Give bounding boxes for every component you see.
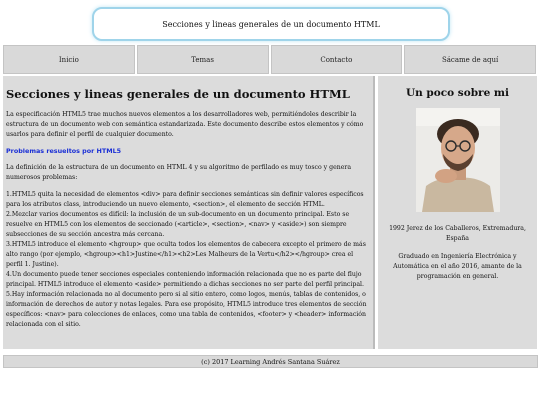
nav-item-temas[interactable]: Temas [137, 45, 269, 74]
problem-item: 4.Un documento puede tener secciones especiales conteniendo información relacionada que no es parte del flujo principal. HTML5 introduce el elemento <aside> permitiendo a dichas secciones no ser parte del perfil principal. [6, 271, 364, 288]
intro-paragraph: La especificación HTML5 trae muchos nuevos elementos a los desarrolladores web, permitiéndoles describir la estructura de un documento web con semántica estandarizada. Este documento describe estos elementos y cómo usarlos para definir el perfil de cualquier documento. [6, 111, 364, 138]
about-sidebar [378, 76, 537, 349]
about-location: 1992 Jerez de los Caballeros, Extremadura, España [389, 225, 526, 242]
problem-item: 2.Mezclar varios documentos es difícil: la inclusión de un sub-documento en un documento principal. Esto se resuelve en HTML5 con los elementos de seccionado (<article>, <section>, <nav> y <aside>) son siempre subsecciones de su sección ancestra más cercana. [6, 211, 350, 238]
profile-photo-graphic [416, 108, 500, 212]
problem-item: 1.HTML5 quita la necesidad de elementos <div> para definir secciones semánticas sin definir valores específicos para los atributos class, introduciendo un nuevo elemento, <section>, el elemento de sección HTML. [6, 191, 364, 208]
about-heading: Un poco sobre mi [405, 87, 510, 99]
main-nav [3, 45, 536, 74]
main-heading: Secciones y lineas generales de un documento HTML [6, 87, 350, 101]
nav-item-contacto[interactable]: Contacto [271, 45, 403, 74]
problem-item: 3.HTML5 introduce el elemento <hgroup> que oculta todos los elementos de cabecera excepto el primero de más alto rango (por ejemplo, <hgroup><h1>Justine</h1><h2>Les Malheurs de la Vertu</h2></hgroup> crea el perfil 1. Justine). [6, 241, 366, 268]
problems-intro: La definición de la estructura de un documento en HTML 4 y su algoritmo de perfilado es muy tosco y genera numerosos problemas: [6, 164, 352, 181]
page-footer [3, 355, 538, 368]
footer-text: (c) 2017 Learning Andrés Santana Suárez [201, 357, 340, 366]
main-content [3, 76, 375, 349]
page-header [92, 7, 450, 41]
problem-item: 5.Hay información relacionada no al documento pero si al sitio entero, como logos, menús, tablas de contenidos, o información de derechos de autor y notas legales. Para ese propósito, HTML5 introduce tres elementos de sección específicos: <nav> para colecciones de enlaces, como una tabla de contenidos, <footer> y <header> información relacionada con el sitio. [6, 291, 367, 328]
about-education: Graduado en Ingeniería Electrónica y Automática en el año 2016, amante de la programación en general. [393, 253, 522, 280]
profile-photo [416, 108, 500, 212]
problems-link[interactable]: Problemas resueltos por HTML5 [6, 147, 122, 155]
header-title: Secciones y lineas generales de un documento HTML [162, 19, 380, 29]
problems-list [6, 190, 370, 330]
nav-item-inicio[interactable]: Inicio [3, 45, 135, 74]
nav-item-sacame-de-aqui[interactable]: Sácame de aquí [404, 45, 536, 74]
